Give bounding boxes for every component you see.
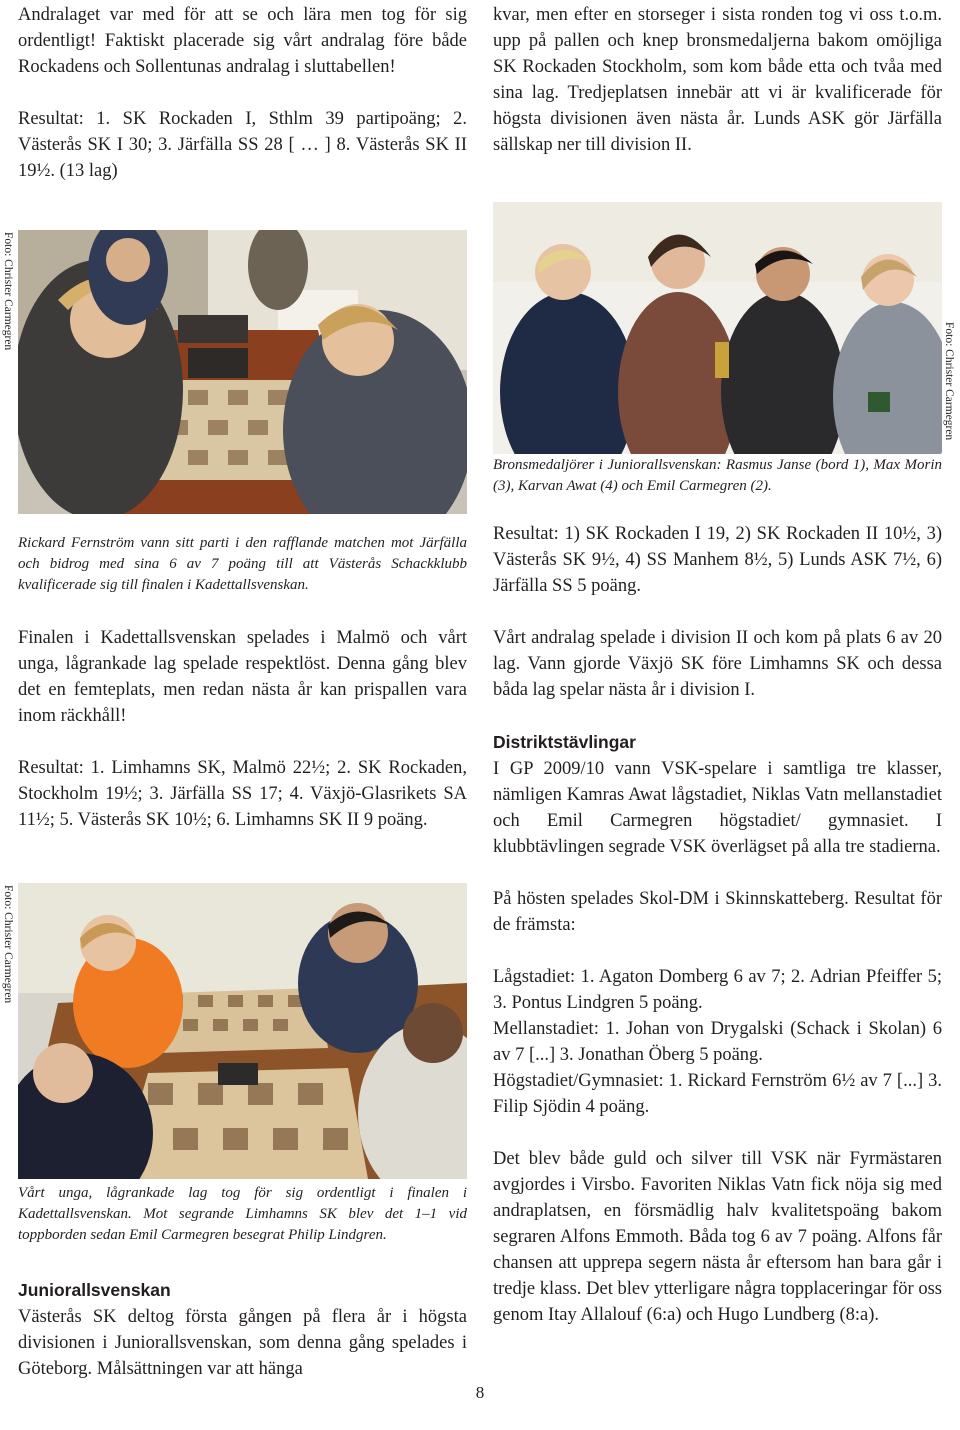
photo-chess-match-jarfalla <box>18 230 467 514</box>
paragraph: Mellanstadiet: 1. Johan von Drygalski (Schack i Skolan) 6 av 7 [...] 3. Jonathan Öberg 5 poäng. <box>493 1019 942 1065</box>
right-column-mid <box>493 521 942 703</box>
paragraph: Lågstadiet: 1. Agaton Domberg 6 av 7; 2. Adrian Pfeiffer 5; 3. Pontus Lindgren 5 poäng. <box>493 967 942 1013</box>
photo-kadett-final <box>18 883 467 1179</box>
top-left-text <box>18 2 467 184</box>
photo3-caption: Vårt unga, lågrankade lag tog för sig ordentligt i finalen i Kadettallsvenskan. Mot segrande Limhamns SK blev det 1–1 vid toppborden sedan Emil Carmegren besegrat Philip Lindgren. <box>18 1185 467 1243</box>
paragraph: I GP 2009/10 vann VSK-spelare i samtliga tre klasser, nämligen Kamras Awat lågstadiet, Niklas Vatn mellanstadiet och Emil Carmegren högstadiet/ gymnasiet. I klubbtävlingen segrade VSK överlägset på alla tre stadierna. <box>493 759 942 857</box>
paragraph: På hösten spelades Skol-DM i Skinnskatteberg. Resultat för de främsta: <box>493 889 942 935</box>
paragraph: Resultat: 1. SK Rockaden I, Sthlm 39 partipoäng; 2. Västerås SK I 30; 3. Järfälla SS 28 [ … ] 8. Västerås SK II 19½. (13 lag) <box>18 109 467 181</box>
heading-juniorallsvenskan: Juniorallsvenskan <box>18 1280 171 1300</box>
paragraph: Resultat: 1. Limhamns SK, Malmö 22½; 2. SK Rockaden, Stockholm 19½; 3. Järfälla SS 17; 4. Växjö-Glasrikets SA 11½; 5. Västerås SK 10½; 6. Limhamns SK II 9 poäng. <box>18 758 467 830</box>
paragraph: Högstadiet/Gymnasiet: 1. Rickard Fernström 6½ av 7 [...] 3. Filip Sjödin 4 poäng. <box>493 1071 942 1117</box>
paragraph: Andralaget var med för att se och lära men tog för sig ordentligt! Faktiskt placerade sig vårt andralag före både Rockadens och Sollentunas andralag i sluttabellen! <box>18 5 467 77</box>
heading-distriktstavlingar: Distriktstävlingar <box>493 732 636 752</box>
left-column-kadett <box>18 625 467 833</box>
paragraph: Resultat: 1) SK Rockaden I 19, 2) SK Rockaden II 10½, 3) Västerås SK 9½, 4) SS Manhem 8½, 5) Lunds ASK 7½, 6) Järfälla SS 5 poäng. <box>493 524 942 596</box>
paragraph: Västerås SK deltog första gången på flera år i högsta divisionen i Juniorallsvenskan, som denna gång spelades i Göteborg. Målsättningen var att hänga <box>18 1307 467 1379</box>
right-column-district <box>493 756 942 1328</box>
paragraph: kvar, men efter en storseger i sista ronden tog vi oss t.o.m. upp på pallen och knep bronsmedaljerna bakom omöjliga SK Rockaden Stockholm, som kom både etta och tvåa med sina lag. Tredjeplatsen innebär att vi är kvalificerade för högsta divisionen även nästa år. Lunds ASK gör Järfälla sällskap ner till division II. <box>493 5 942 155</box>
paragraph: Det blev både guld och silver till VSK när Fyrmästaren avgjordes i Virsbo. Favoriten Niklas Vatn fick nöja sig med andraplatsen, en försmädlig halv kvalitetspoäng bakom segraren Alfons Emmoth. Båda tog 6 av 7 poäng. Alfons får chansen att upprepa segern nästa år eftersom han bara går i tredje klass. Det blev ytterligare några topplaceringar för oss genom Itay Allalouf (6:a) och Hugo Lundberg (8:a). <box>493 1149 942 1325</box>
photo-credit: Foto: Christer Carmegren <box>943 322 955 441</box>
top-right-text <box>493 2 942 158</box>
photo-credit: Foto: Christer Carmegren <box>2 885 14 1004</box>
photo-credit: Foto: Christer Carmegren <box>2 232 14 351</box>
left-column-junior <box>18 1304 467 1382</box>
photo1-caption: Rickard Fernström vann sitt parti i den rafflande matchen mot Järfälla och bidrog med sina 6 av 7 poäng till att Västerås Schackklubb kvalificerade sig till finalen i Kadettallsvenskan. <box>18 535 467 593</box>
paragraph: Vårt andralag spelade i division II och kom på plats 6 av 20 lag. Vann gjorde Växjö SK före Limhamns SK och dessa båda lag spelar nästa år i division I. <box>493 628 942 700</box>
paragraph: Finalen i Kadettallsvenskan spelades i Malmö och vårt unga, lågrankade lag spelade respektlöst. Denna gång blev det en femteplats, men redan nästa år kan prispallen vara inom räckhåll! <box>18 628 467 726</box>
photo-bronze-medallists <box>493 202 942 454</box>
photo2-caption: Bronsmedaljörer i Juniorallsvenskan: Rasmus Janse (bord 1), Max Morin (3), Karvan Awat (4) och Emil Carmegren (2). <box>493 457 942 494</box>
page-number: 8 <box>475 1383 485 1402</box>
